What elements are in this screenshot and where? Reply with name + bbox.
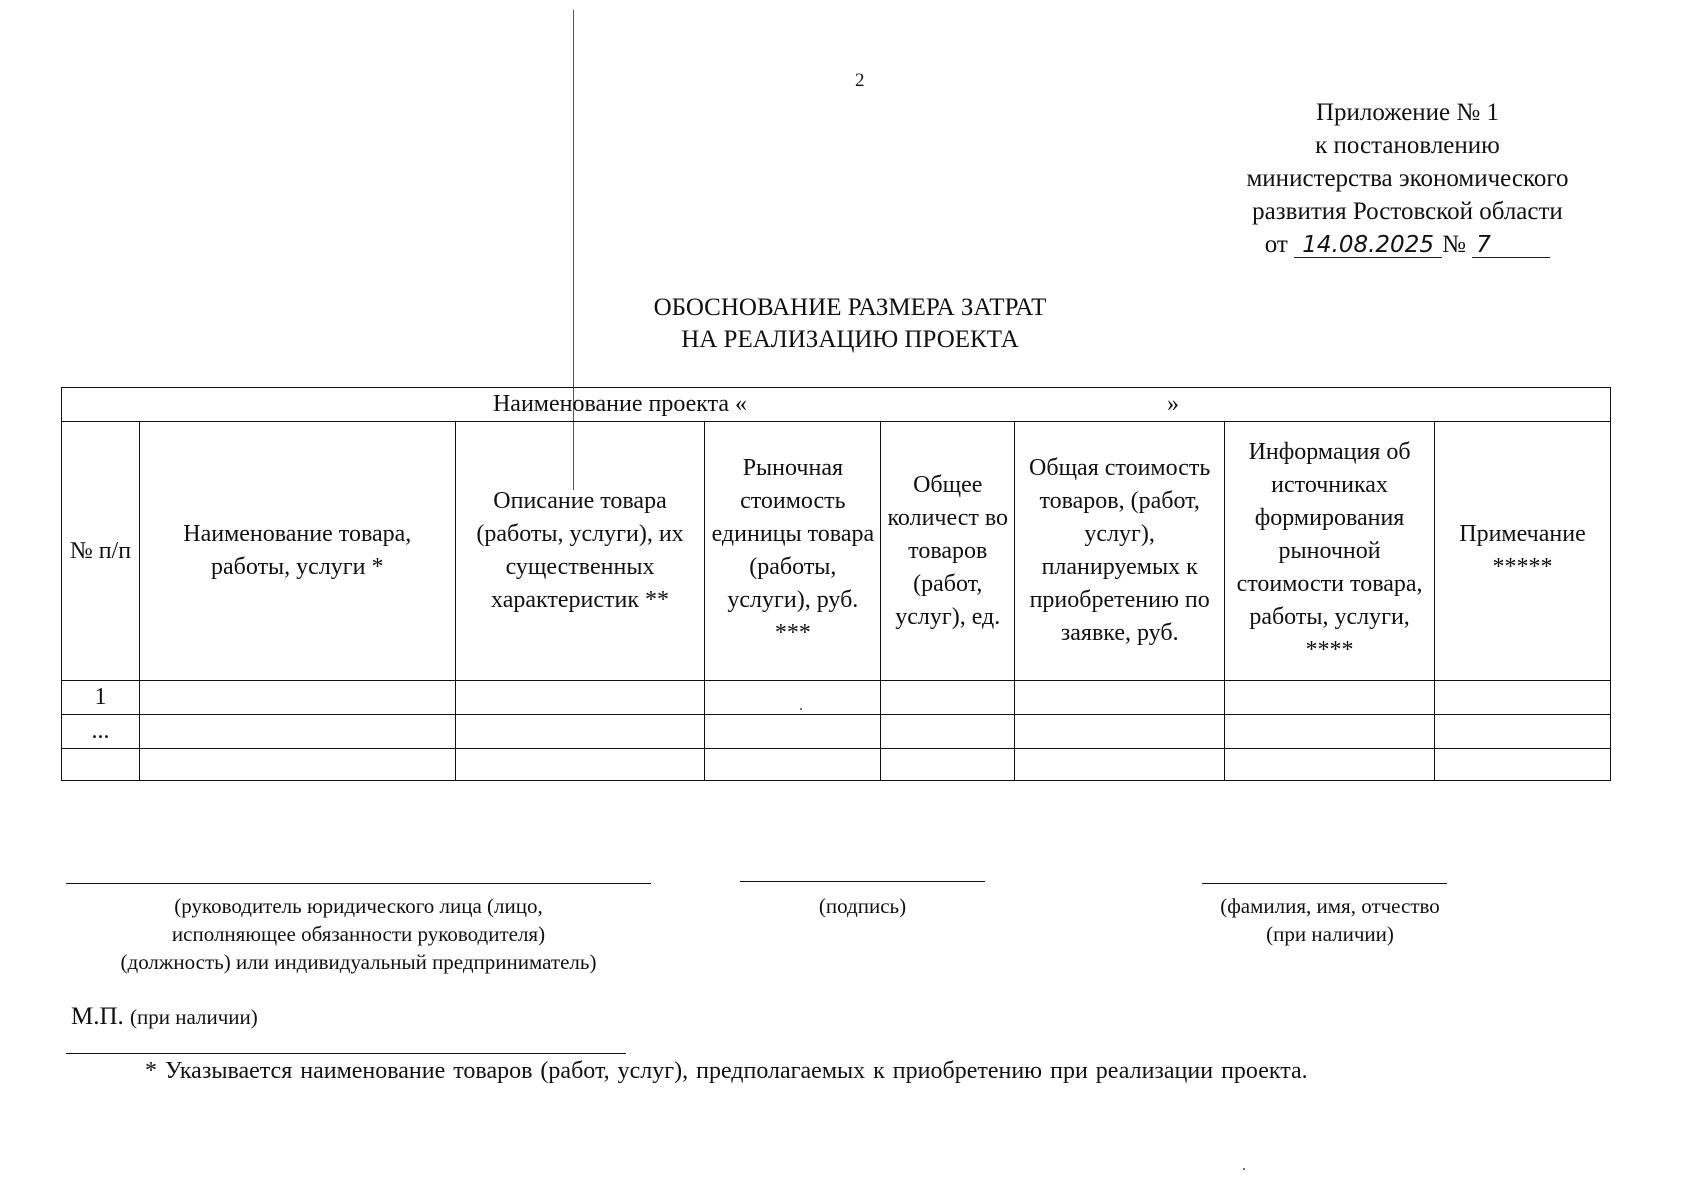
table-row [62, 749, 1611, 781]
caption-line: (фамилия, имя, отчество [1220, 894, 1440, 918]
table-cell [1435, 749, 1611, 781]
project-name-label: Наименование проекта « [492, 391, 748, 417]
column-header: № п/п [62, 422, 140, 681]
handwritten-date: 14.08.2025 [1294, 233, 1442, 258]
column-header: Наименование товара, работы, услуги * [139, 422, 455, 681]
stamp-label: М.П. [71, 1003, 124, 1030]
document-title [560, 292, 1140, 356]
signature-block-right [1180, 883, 1480, 948]
appendix-line-4: развития Ростовской области [1252, 198, 1563, 225]
appendix-date-line [1220, 228, 1595, 261]
table-cell [1435, 681, 1611, 715]
table-cell [705, 715, 881, 749]
column-header: Информация об источниках формирования рыночной стоимости товара, работы, услуги, **** [1225, 422, 1435, 681]
table-cell [62, 749, 140, 781]
caption-line: (руководитель юридического лица (лицо, [174, 894, 543, 918]
table-cell [455, 749, 705, 781]
table-cell [455, 715, 705, 749]
scan-speck [1243, 1168, 1245, 1170]
caption-line: исполняющее обязанности руководителя) [171, 922, 546, 946]
signature-caption [66, 892, 651, 976]
project-name-close: » [1167, 391, 1180, 417]
signature-caption [1180, 892, 1480, 948]
caption-line: (при наличии) [1266, 922, 1394, 946]
table-cell [1015, 715, 1225, 749]
table-cell: ... [62, 715, 140, 749]
column-header: Рыночная стоимость единицы товара (работы, услуги), руб. *** [705, 422, 881, 681]
number-label: № [1442, 231, 1466, 258]
stamp-line [66, 1053, 626, 1054]
title-line-2: НА РЕАЛИЗАЦИЮ ПРОЕКТА [681, 326, 1019, 353]
table-cell [881, 749, 1015, 781]
table-cell [881, 681, 1015, 715]
table-cell [1015, 681, 1225, 715]
appendix-line-1: Приложение № 1 [1315, 99, 1500, 126]
appendix-line-3: министерства экономического [1246, 165, 1569, 192]
table-cell [139, 681, 455, 715]
table-cell [139, 715, 455, 749]
table-cell [455, 681, 705, 715]
table-cell: 1 [62, 681, 140, 715]
cost-table [61, 387, 1611, 781]
table-cell [1225, 715, 1435, 749]
project-name-row [62, 388, 1611, 422]
title-line-1: ОБОСНОВАНИЕ РАЗМЕРА ЗАТРАТ [653, 294, 1047, 321]
signature-caption: (подпись) [818, 894, 907, 918]
stamp-note: (при наличии) [130, 1005, 258, 1029]
table-cell [1225, 681, 1435, 715]
table-cell [139, 749, 455, 781]
table-cell [705, 681, 881, 715]
table-cell [1225, 749, 1435, 781]
handwritten-number: 7 [1472, 233, 1550, 258]
signature-line [1202, 883, 1447, 884]
table-cell [705, 749, 881, 781]
stamp-place [71, 1003, 258, 1031]
caption-line: (должность) или индивидуальный предприниматель) [120, 950, 597, 974]
table-cell [881, 715, 1015, 749]
appendix-line-2: к постановлению [1315, 132, 1500, 159]
project-name-cell [62, 388, 1611, 422]
signature-line [740, 881, 985, 882]
table-cell [1015, 749, 1225, 781]
signature-block-middle [740, 881, 985, 920]
appendix-block [1220, 96, 1595, 261]
table-row [62, 715, 1611, 749]
table-row [62, 681, 1611, 715]
page-number: 2 [855, 70, 865, 91]
signature-block-left [66, 883, 651, 976]
column-header: Примечание ***** [1435, 422, 1611, 681]
header-row [62, 422, 1611, 681]
signature-line [66, 883, 651, 884]
column-header: Общее количест во товаров (работ, услуг), ед. [881, 422, 1015, 681]
column-header: Описание товара (работы, услуги), их существенных характеристик ** [455, 422, 705, 681]
from-label: от [1264, 231, 1288, 258]
column-header: Общая стоимость товаров, (работ, услуг), планируемых к приобретению по заявке, руб. [1015, 422, 1225, 681]
footnote: * Указывается наименование товаров (работ, услуг), предполагаемых к приобретению при реализации проекта. [145, 1058, 1308, 1084]
scan-speck [800, 708, 802, 710]
table-cell [1435, 715, 1611, 749]
